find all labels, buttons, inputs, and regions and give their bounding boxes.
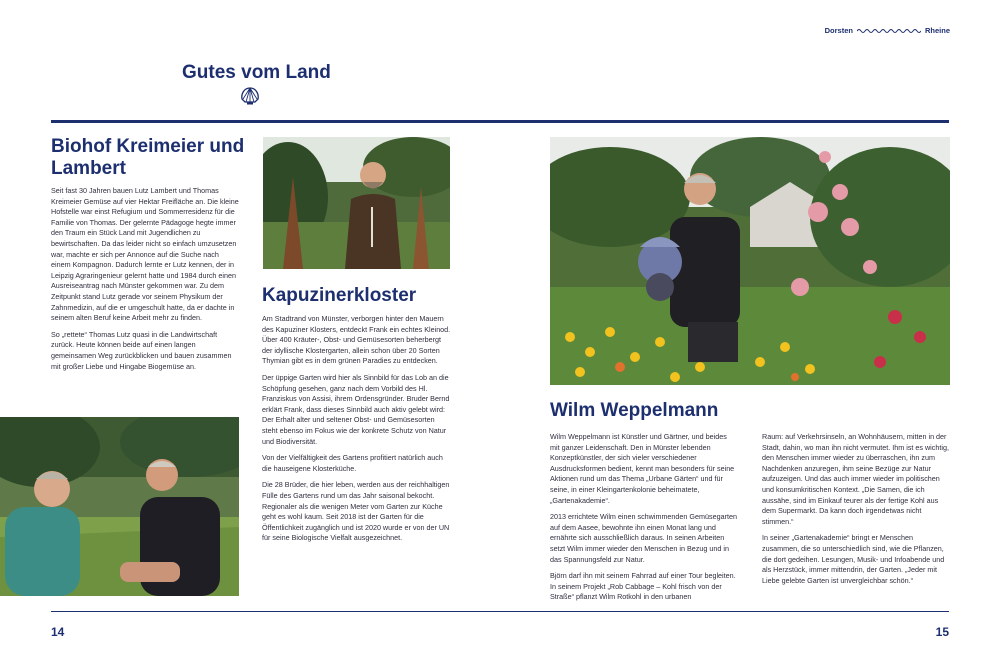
kapuziner-text: [262, 314, 452, 550]
biohof-heading: Biohof Kreimeier und Lambert: [51, 136, 245, 179]
route-from: Dorsten: [824, 26, 853, 35]
route-to: Rheine: [924, 26, 950, 35]
kapuziner-heading: Kapuzinerkloster: [262, 285, 417, 306]
wilm-text-left: [550, 432, 738, 609]
wave-line-icon: [857, 28, 921, 34]
kapuziner-paragraph: Die 28 Brüder, die hier leben, werden aus der reichhaltigen Fülle des Gartens rund um das Jahr saisonal bekocht. Regionaler als die wenigen Meter vom Garten zur Küche geht es wohl kaum. Seit 2018 ist der Garten für die Öffentlichkeit zugänglich und ist 2020 wurde er von der UN für seine Biologische Vielfalt ausgezeichnet.: [262, 480, 450, 543]
garden-photo: [550, 137, 950, 385]
bottom-divider: [51, 611, 949, 612]
kapuziner-paragraph: Der üppige Garten wird hier als Sinnbild für das Lob an die Schöpfung gesehen, ganz nach dem Vorbild des Hl. Franziskus von Assisi, ihrem Ordensgründer. Bruder Bernd erklärt Frank, dass dieses Sinnbild auch aktiv gelebt wird: Der Erhalt alter und seltener Obst- und Gemüsesorten steht ebenso im Fokus wie der konkrete Schutz von Natur und Biodiversität.: [262, 372, 450, 446]
wilm-text-right: [762, 432, 950, 592]
page-number-right: 15: [935, 625, 949, 639]
kapuziner-paragraph: Von der Vielfältigkeit des Gartens profitiert natürlich auch die hauseigene Klosterküche.: [262, 453, 443, 473]
section-title: Gutes vom Land: [182, 62, 331, 83]
monk-photo: [263, 137, 450, 269]
wilm-paragraph: Raum: auf Verkehrsinseln, an Wohnhäusern, mitten in der Stadt, dahin, wo man ihn nicht vermutet. Ihm ist es wichtig, den Menschen immer wieder zu überraschen, ihn zum Nachdenken anzuregen, ihm seine Bezüge zur Natur aufzuzeigen. Und das auch immer wieder im politischen und konsumkritischen Kontext. „Die Samen, die ich aussähe, sind im Einkauf teurer als der fertige Kohl aus dem Supermarkt. Da kann doch irgendetwas nicht stimmen.“: [762, 432, 949, 526]
biohof-paragraph: So „rettete“ Thomas Lutz quasi in die Landwirtschaft zurück. Heute können beide auf einen langen gemeinsamen Weg zurückblicken und bauen zusammen mit großer Liebe und Hingabe Biogemüse an.: [51, 329, 232, 371]
wilm-paragraph: In seiner „Gartenakademie“ bringt er Menschen zusammen, die so unterschiedlich sind, wie die Pflanzen, die dort gedeihen. Lesungen, Musik- und Infoabende und als Herzstück, immer mittendrin, der Garten. „Jeder mit Liebe gelebte Garten ist unvergleichbar schön.“: [762, 533, 945, 585]
page-number-left: 14: [51, 625, 65, 639]
scallop-shell-icon: [240, 86, 260, 111]
top-divider: [51, 120, 949, 123]
wilm-paragraph: 2013 errichtete Wilm einen schwimmenden Gemüsegarten auf dem Aasee, bewohnte ihn einen Monat lang und ernährte sich ausschließlich daraus. In seinen Arbeiten setzt Wilm immer wieder den Menschen in Bezug und in das Spannungsfeld zur Natur.: [550, 512, 737, 564]
wilm-heading: Wilm Weppelmann: [550, 400, 719, 421]
route-indicator: [825, 26, 950, 35]
biohof-paragraph: Seit fast 30 Jahren bauen Lutz Lambert und Thomas Kreimeier Gemüse auf vier Hektar Freifläche an. Die kleine Hofstelle war einst Refugium und Sommerresidenz für die Familie von Thomas. Der gelernte Pädagoge hegte immer den Traum ein Stück Land mit Jugendlichen zu bewirtschaften. Da das leider nicht so einfach umzusetzen war, machte er sich per Annonce auf die Suche nach einem Kompagnon. Dadurch lernte er Lutz kennen, der in Leipzig Agraringenieur gelernt hatte und 1984 durch einen Ausreiseantrag nach Münster gekommen war. Zu dem Zeitpunkt stand Lutz gerade vor seinem Physikum der Zahnmedizin, auf die er umgeschult hatte, da er dachte in seinem alten Beruf keine Arbeit mehr zu finden.: [51, 186, 239, 323]
biohof-text: [51, 186, 239, 378]
kapuziner-paragraph: Am Stadtrand von Münster, verborgen hinter den Mauern des Kapuziner Klosters, entdeckt Frank ein echtes Kleinod. Über 400 Kräuter-, Obst- und Gemüsesorten beherbergt der idyllische Klostergarten, allein schon über 20 Sorten Thymian gibt es in dem grünen Paradies zu entdecken.: [262, 314, 451, 366]
farmers-photo: [0, 417, 239, 596]
wilm-paragraph: Björn darf ihn mit seinem Fahrrad auf einer Tour begleiten. In seinem Projekt „Rob Cabbage – Kohl frisch von der Straße“ pflanzt Wilm Rotkohl in den urbanen: [550, 571, 736, 602]
wilm-paragraph: Wilm Weppelmann ist Künstler und Gärtner, und beides mit ganzer Leidenschaft. Den in Münster lebenden Konzeptkünstler, der sich vieler verschiedener Ausdrucksformen bedient, kennt man besonders für seine Aktionen rund um das Thema „Urbane Gärten“ und für seine, in einer Kleingartenkolonie beheimatete, „Gartenakademie“.: [550, 432, 735, 505]
